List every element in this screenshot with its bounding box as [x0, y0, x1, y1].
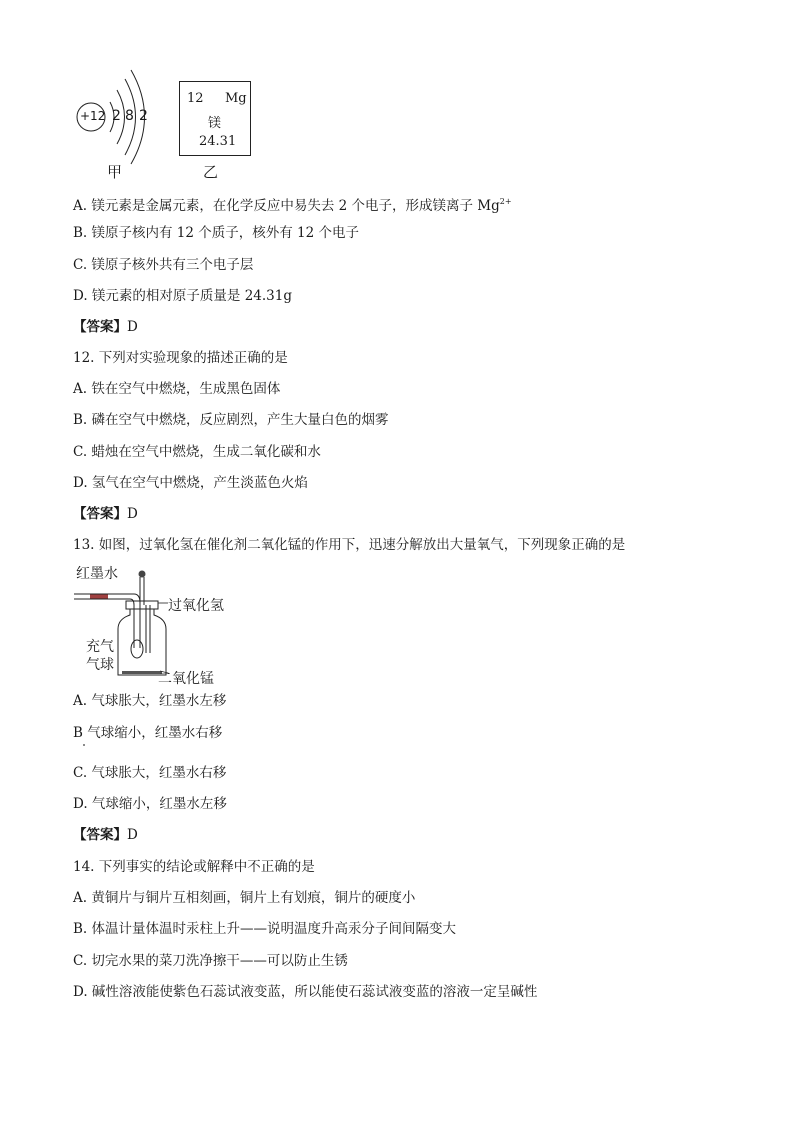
answer-value: D [127, 319, 138, 335]
q14-option-b: B. 体温计量体温时汞柱上升——说明温度升高汞分子间间隔变大 [73, 921, 457, 937]
figure-label-yi: 乙 [203, 163, 219, 181]
atomic-number: 12 [187, 91, 204, 106]
shell-1-electrons: 2 [112, 108, 121, 124]
q11-answer [73, 318, 138, 336]
label-red-ink: 红墨水 [76, 566, 118, 582]
label-balloon-1: 充气 [86, 639, 114, 655]
q14-option-d: D. 碱性溶液能使紫色石蕊试液变蓝，所以能使石蕊试液变蓝的溶液一定呈碱性 [73, 984, 538, 1000]
q13-stem: 13. 如图，过氧化氢在催化剂二氧化锰的作用下，迅速分解放出大量氧气，下列现象正确的是 [73, 537, 626, 553]
element-symbol: Mg [225, 91, 247, 106]
figure-label-jia: 甲 [107, 163, 123, 181]
q11-option-d: D. 镁元素的相对原子质量是 24.31g [73, 288, 293, 304]
q14-option-c: C. 切完水果的菜刀洗净擦干——可以防止生锈 [73, 953, 348, 969]
q11-option-a [73, 193, 512, 215]
answer-value: D [127, 827, 138, 843]
q11-option-a-sup: 2+ [499, 197, 512, 206]
q13-option-c: C. 气球胀大，红墨水右移 [73, 765, 227, 781]
red-ink-slug [90, 595, 108, 599]
q13-answer [73, 826, 138, 844]
q12-option-a: A. 铁在空气中燃烧，生成黑色固体 [73, 381, 281, 397]
q12-answer [73, 505, 138, 523]
q11-option-b: B. 镁原子核内有 12 个质子，核外有 12 个电子 [73, 225, 360, 241]
q12-option-b: B. 磷在空气中燃烧，反应剧烈，产生大量白色的烟雾 [73, 412, 389, 428]
q13-option-b: B 气球缩小，红墨水右移 [73, 725, 223, 741]
q12-option-c: C. 蜡烛在空气中燃烧，生成二氧化碳和水 [73, 444, 321, 460]
q12-stem: 12. 下列对实验现象的描述正确的是 [73, 350, 288, 366]
answer-value: D [127, 506, 138, 522]
q12-option-d: D. 氢气在空气中燃烧，产生淡蓝色火焰 [73, 475, 308, 491]
label-balloon-2: 气球 [86, 657, 114, 673]
shell-2-electrons: 8 [125, 108, 134, 124]
q13-option-d: D. 气球缩小，红墨水左移 [73, 796, 227, 812]
answer-label: 【答案】 [73, 506, 127, 522]
answer-label: 【答案】 [73, 827, 127, 843]
q13-option-a: A. 气球胀大，红墨水左移 [73, 693, 227, 709]
label-manganese-dioxide: 二氧化锰 [158, 671, 214, 687]
q14-stem: 14. 下列事实的结论或解释中不正确的是 [73, 859, 315, 875]
nucleus-charge: +12 [80, 109, 106, 123]
q14-option-a: A. 黄铜片与铜片互相刻画，铜片上有划痕，铜片的硬度小 [73, 890, 416, 906]
atomic-mass: 24.31 [199, 134, 237, 149]
q11-option-a-text: A. 镁元素是金属元素，在化学反应中易失去 2 个电子，形成镁离子 Mg [73, 198, 500, 214]
label-hydrogen-peroxide: 过氧化氢 [168, 598, 224, 614]
element-name: 镁 [208, 116, 222, 131]
stray-dot [83, 744, 85, 746]
q11-option-c: C. 镁原子核外共有三个电子层 [73, 257, 254, 273]
shell-3-electrons: 2 [139, 108, 148, 124]
answer-label: 【答案】 [73, 319, 127, 335]
